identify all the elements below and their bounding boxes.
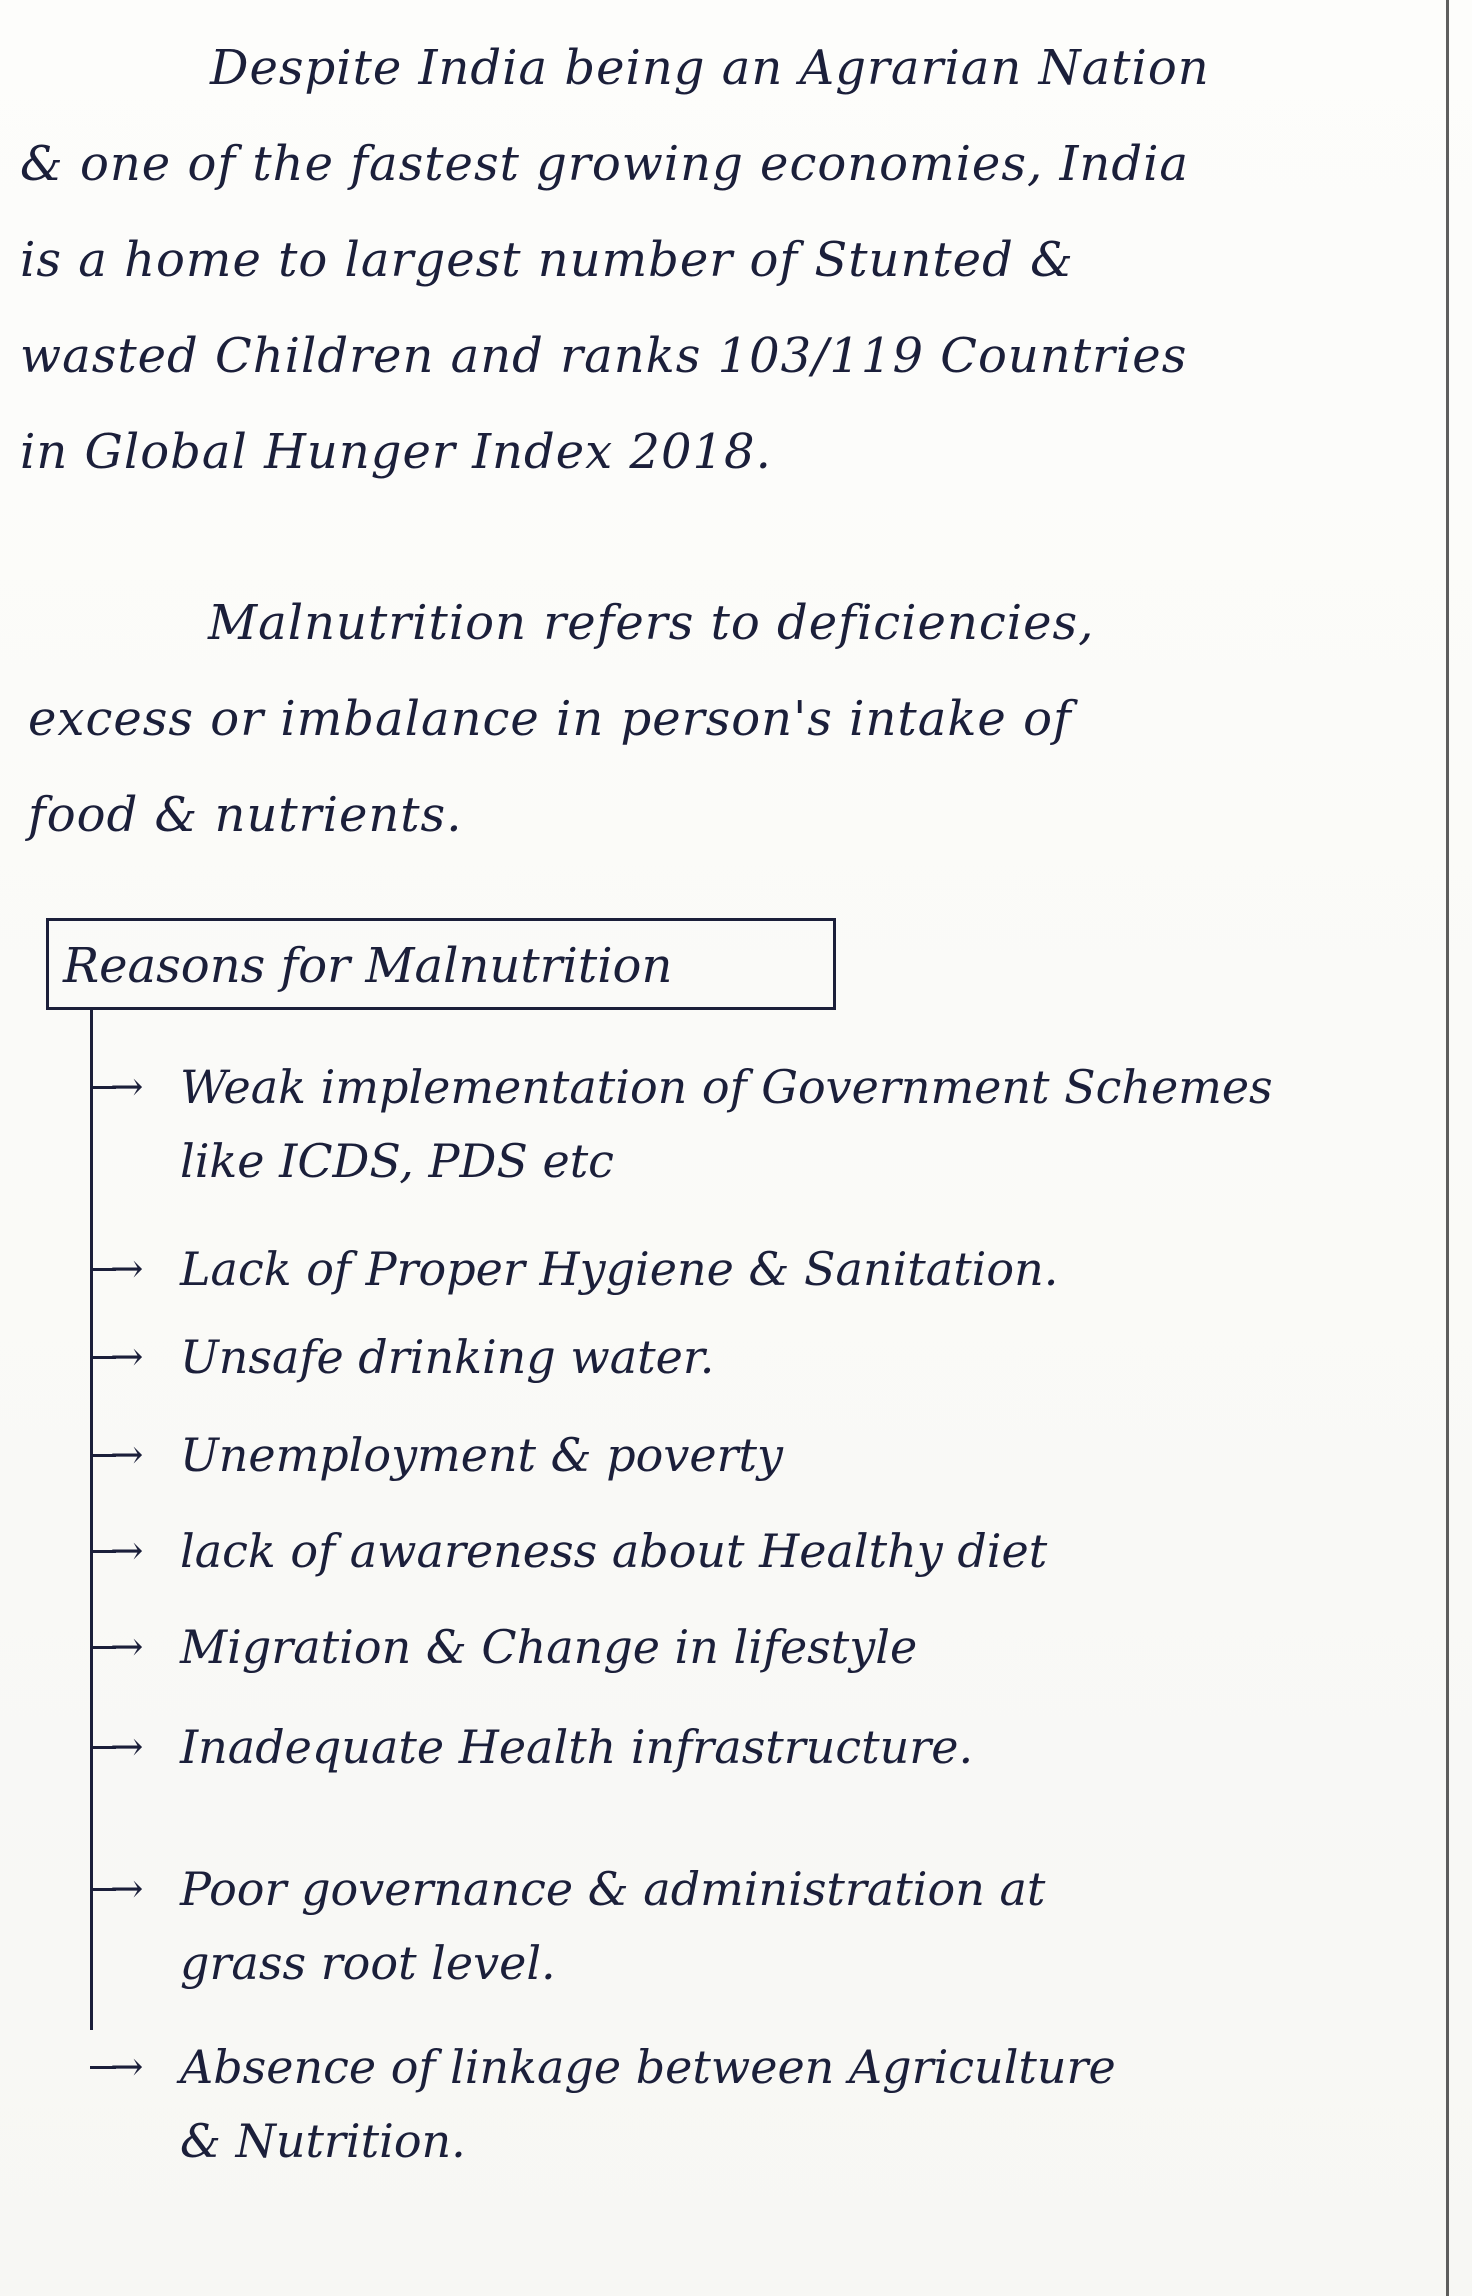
reason-text: Weak implementation of Government Schemes like ICDS, PDS etc: [180, 1060, 1273, 1188]
intro-paragraph: [20, 20, 1430, 500]
reason-item: [90, 1710, 1430, 1784]
arrow-icon: →: [110, 1334, 144, 1380]
arrow-icon: →: [110, 1724, 144, 1770]
intro-line: in Global Hunger Index 2018.: [20, 424, 772, 480]
reason-text: Unemployment & poverty: [180, 1428, 784, 1482]
reason-text: Migration & Change in lifestyle: [180, 1620, 918, 1674]
definition-line: food & nutrients.: [28, 787, 463, 843]
definition-line: Malnutrition refers to deficiencies,: [208, 595, 1095, 651]
reason-text: Unsafe drinking water.: [180, 1330, 715, 1384]
reason-item: [90, 1610, 1430, 1684]
arrow-icon: →: [110, 1064, 144, 1110]
arrow-icon: →: [110, 1246, 144, 1292]
page-margin-line: [1446, 0, 1449, 2296]
arrow-icon: →: [110, 1624, 144, 1670]
reason-text: Poor governance & administration at grass root level.: [180, 1862, 1046, 1990]
reason-item: [90, 1320, 1430, 1394]
definition-line: excess or imbalance in person's intake of: [28, 691, 1072, 747]
intro-line: & one of the fastest growing economies, India: [20, 136, 1190, 192]
reasons-heading-box: [46, 918, 836, 1010]
reason-item: [90, 2030, 1430, 2178]
arrow-icon: →: [110, 2044, 144, 2090]
reason-item: [90, 1852, 1430, 2000]
arrow-icon: →: [110, 1528, 144, 1574]
reason-text: Inadequate Health infrastructure.: [180, 1720, 974, 1774]
definition-paragraph: [28, 575, 1428, 863]
reason-item: [90, 1050, 1430, 1198]
reason-text: lack of awareness about Healthy diet: [180, 1524, 1048, 1578]
arrow-icon: →: [110, 1866, 144, 1912]
reason-item: [90, 1514, 1430, 1588]
reasons-heading: Reasons for Malnutrition: [63, 938, 673, 994]
intro-line: is a home to largest number of Stunted &: [20, 232, 1074, 288]
reason-item: [90, 1418, 1430, 1492]
intro-line: Despite India being an Agrarian Nation: [210, 40, 1210, 96]
arrow-icon: →: [110, 1432, 144, 1478]
reason-text: Absence of linkage between Agriculture & Nutrition.: [180, 2040, 1116, 2168]
reason-text: Lack of Proper Hygiene & Sanitation.: [180, 1242, 1059, 1296]
intro-line: wasted Children and ranks 103/119 Countries: [20, 328, 1188, 384]
reason-item: [90, 1232, 1430, 1306]
